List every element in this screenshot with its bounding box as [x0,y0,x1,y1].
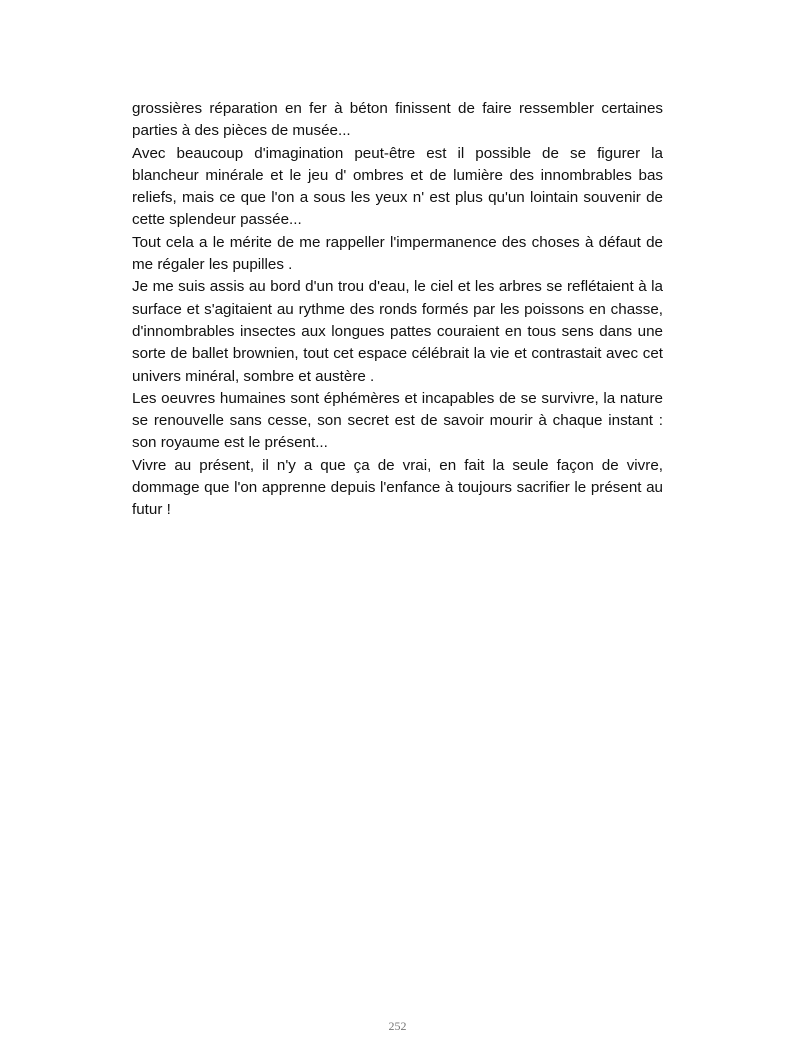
paragraph: Tout cela a le mérite de me rappeller l'impermanence des choses à défaut de me régaler les pupilles . [132,233,663,274]
paragraph: Les oeuvres humaines sont éphémères et incapables de se survivre, la nature se renouvelle sans cesse, son secret est de savoir mourir à chaque instant : son royaume est le présent... [132,389,663,452]
paragraph: grossières réparation en fer à béton finissent de faire ressembler certaines parties à des pièces de musée... [132,100,663,140]
paragraph: Je me suis assis au bord d'un trou d'eau, le ciel et les arbres se reflétaient à la surface et s'agitaient au rythme des ronds formés par les poissons en chasse, d'innombrables insectes aux longues pattes couraient en tous sens dans une sorte de ballet brownien, tout cet espace célébrait la vie et contrastait avec cet univers minéral, sombre et austère . [132,278,663,385]
paragraph: Vivre au présent, il n'y a que ça de vrai, en fait la seule façon de vivre, dommage que l'on apprenne depuis l'enfance à toujours sacrifier le présent au futur ! [132,456,663,519]
paragraph: Avec beaucoup d'imagination peut-être est il possible de se figurer la blancheur minérale et le jeu d' ombres et de lumière des innombrables bas reliefs, mais ce que l'on a sous les yeux n' est plus qu'un lointain souvenir de cette splendeur passée... [132,144,663,229]
page-number: 252 [388,1019,407,1033]
body-text [132,98,663,522]
